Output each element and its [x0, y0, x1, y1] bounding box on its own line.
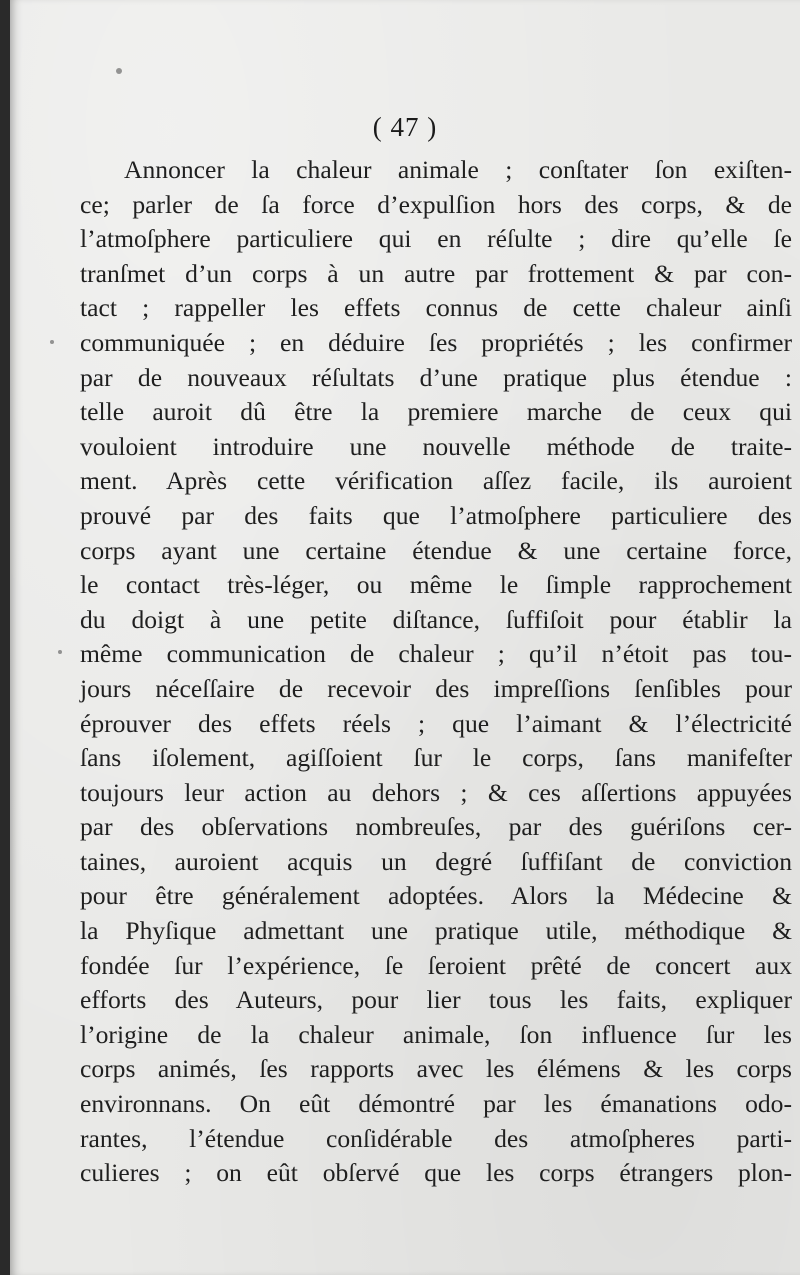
text-line: l’origine de la chaleur animale, ſon influence ſur les	[80, 1019, 792, 1049]
page-number: ( 47 )	[372, 112, 438, 142]
text-line: la Phyſique admettant une pratique utile, méthodique &	[80, 916, 792, 946]
text-line: ce; parler de ſa force d’expulſion hors des corps, & de	[80, 189, 792, 219]
text-line: pour être généralement adoptées. Alors la Médecine &	[80, 881, 792, 911]
body-text	[80, 153, 792, 1191]
text-line: ſans iſolement, agiſſoient ſur le corps, ſans manifeſter	[80, 743, 792, 773]
text-line: même communication de chaleur ; qu’il n’étoit pas tou-	[80, 639, 792, 669]
ink-speck	[58, 650, 62, 654]
text-line: toujours leur action au dehors ; & ces aſſertions appuyées	[80, 777, 792, 807]
text-line: efforts des Auteurs, pour lier tous les faits, expliquer	[80, 985, 792, 1015]
ink-speck	[116, 68, 122, 74]
book-page	[10, 0, 800, 1275]
text-line: le contact très-léger, ou même le ſimple rapprochement	[80, 570, 792, 600]
text-line: prouvé par des faits que l’atmoſphere particuliere des	[80, 500, 792, 530]
text-line: jours néceſſaire de recevoir des impreſſions ſenſibles pour	[80, 673, 792, 703]
text-line: culieres ; on eût obſervé que les corps étrangers plon-	[80, 1158, 792, 1188]
text-line: éprouver des effets réels ; que l’aimant & l’électricité	[80, 708, 792, 738]
text-line: du doigt à une petite diſtance, ſuffiſoit pour établir la	[80, 604, 792, 634]
text-line: vouloient introduire une nouvelle méthode de traite-	[80, 431, 792, 461]
text-line: environnans. On eût démontré par les émanations odo-	[80, 1089, 792, 1119]
ink-speck	[50, 340, 54, 344]
text-line: tact ; rappeller les effets connus de cette chaleur ainſi	[80, 293, 792, 323]
text-line: telle auroit dû être la premiere marche de ceux qui	[80, 397, 792, 427]
text-line: tranſmet d’un corps à un autre par frottement & par con-	[80, 258, 792, 288]
text-line: corps ayant une certaine étendue & une certaine force,	[80, 535, 792, 565]
text-line: communiquée ; en déduire ſes propriétés ; les confirmer	[80, 327, 792, 357]
text-line: par de nouveaux réſultats d’une pratique plus étendue :	[80, 362, 792, 392]
text-line: ment. Après cette vérification aſſez facile, ils auroient	[80, 466, 792, 496]
text-line: Annoncer la chaleur animale ; conſtater ſon exiſten-	[124, 155, 792, 184]
text-line: fondée ſur l’expérience, ſe ſeroient prêté de concert aux	[80, 950, 792, 980]
text-line: rantes, l’étendue conſidérable des atmoſpheres parti-	[80, 1123, 792, 1153]
text-line: par des obſervations nombreuſes, par des guériſons cer-	[80, 812, 792, 842]
text-line: corps animés, ſes rapports avec les élémens & les corps	[80, 1054, 792, 1084]
text-line: l’atmoſphere particuliere qui en réſulte ; dire qu’elle ſe	[80, 224, 792, 254]
text-line: taines, auroient acquis un degré ſuffiſant de conviction	[80, 846, 792, 876]
